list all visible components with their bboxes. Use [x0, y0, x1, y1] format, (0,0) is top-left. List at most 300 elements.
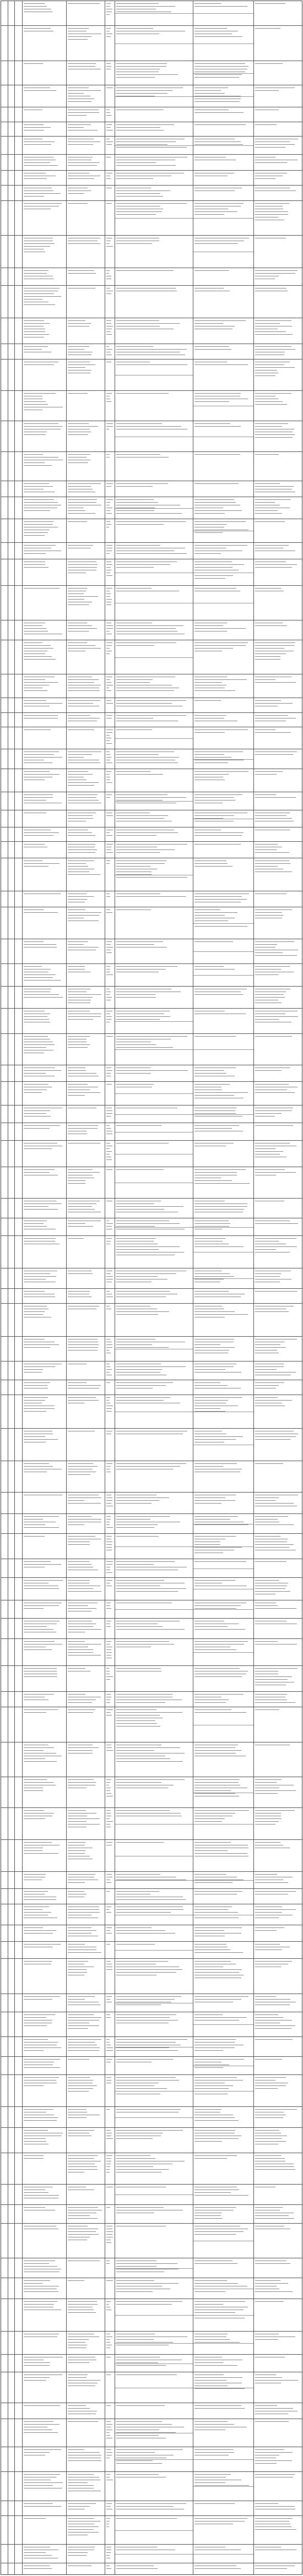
table-cell — [14, 620, 22, 640]
text-line-placeholder — [116, 1385, 166, 1386]
table-cell — [193, 1994, 253, 2012]
text-line-placeholder — [106, 1372, 110, 1373]
text-line-placeholder — [24, 1899, 56, 1900]
text-line-placeholder — [116, 2039, 187, 2040]
table-cell — [22, 1141, 66, 1167]
table-cell — [8, 2153, 14, 2184]
table-cell — [22, 2057, 66, 2074]
text-line-placeholder — [106, 1912, 111, 1913]
text-line-placeholder — [106, 852, 113, 853]
table-cell — [253, 481, 302, 497]
text-line-placeholder — [194, 36, 242, 37]
text-line-placeholder — [68, 774, 93, 775]
text-line-placeholder — [194, 1223, 230, 1224]
text-line-placeholder — [194, 1385, 228, 1386]
table-cell — [193, 1380, 253, 1395]
text-line-placeholder — [24, 2050, 44, 2051]
text-line-placeholder — [116, 2263, 177, 2264]
table-cell — [105, 640, 115, 674]
text-line-placeholder — [255, 966, 290, 967]
text-line-placeholder — [24, 1439, 58, 1440]
text-line-placeholder — [255, 1536, 280, 1537]
text-line-placeholder — [24, 2039, 48, 2040]
text-line-placeholder — [194, 575, 233, 576]
text-line-placeholder — [68, 2532, 99, 2533]
table-cell — [66, 2278, 105, 2299]
text-line-placeholder — [255, 2380, 298, 2381]
table-cell — [66, 318, 105, 344]
text-line-placeholder — [24, 1564, 61, 1565]
text-line-placeholder — [194, 588, 236, 589]
table-cell — [14, 1619, 22, 1638]
text-line-placeholder — [24, 1527, 59, 1528]
table-cell — [253, 1199, 302, 1218]
text-line-placeholder — [116, 2405, 165, 2406]
table-row — [1, 61, 302, 85]
text-line-placeholder — [68, 1524, 84, 1525]
text-line-placeholder — [68, 2047, 100, 2048]
text-line-placeholder — [116, 1347, 169, 1348]
table-cell — [22, 727, 66, 749]
text-line-placeholder — [194, 545, 247, 546]
table-cell — [1, 964, 8, 986]
table-row — [1, 2057, 302, 2075]
table-cell — [193, 1304, 253, 1336]
text-line-placeholder — [116, 2130, 183, 2131]
text-line-placeholder — [24, 1790, 43, 1791]
text-line-placeholder — [194, 2067, 223, 2068]
text-line-placeholder — [194, 124, 246, 125]
table-row — [1, 452, 302, 481]
text-line-placeholder — [68, 28, 89, 29]
text-line-placeholder — [194, 2485, 249, 2486]
table-cell — [115, 2372, 193, 2403]
table-cell — [1, 1361, 8, 1380]
text-line-placeholder — [255, 2014, 278, 2015]
table-cell — [253, 827, 302, 841]
table-cell — [105, 1105, 115, 1123]
text-line-placeholder — [255, 454, 279, 455]
text-line-placeholder — [68, 1385, 101, 1386]
table-cell — [66, 586, 105, 620]
table-cell — [193, 360, 253, 390]
text-line-placeholder — [24, 1709, 58, 1710]
text-line-placeholder — [106, 2424, 112, 2425]
text-line-placeholder — [68, 1536, 95, 1537]
table-cell — [8, 1639, 14, 1665]
table-cell — [8, 827, 14, 841]
text-line-placeholder — [24, 553, 46, 554]
table-cell — [66, 1994, 105, 2012]
sub-row-divider — [193, 1652, 253, 1653]
table-cell — [14, 2153, 22, 2184]
text-line-placeholder — [194, 1519, 230, 1520]
table-cell — [1, 2545, 8, 2563]
text-line-placeholder — [194, 2120, 239, 2121]
text-line-placeholder — [24, 567, 48, 568]
text-line-placeholder — [106, 1572, 112, 1573]
text-line-placeholder — [255, 1818, 282, 1819]
table-cell — [66, 1578, 105, 1600]
table-cell — [115, 674, 193, 698]
table-cell — [193, 1429, 253, 1461]
table-cell — [8, 1289, 14, 1303]
table-cell — [115, 1361, 193, 1380]
table-cell — [193, 452, 253, 481]
table-cell — [105, 1141, 115, 1167]
text-line-placeholder — [68, 1463, 93, 1464]
text-line-placeholder — [24, 486, 53, 487]
text-line-placeholder — [116, 1125, 161, 1126]
text-line-placeholder — [194, 1944, 226, 1945]
text-line-placeholder — [68, 1036, 90, 1037]
table-cell — [193, 421, 253, 451]
text-line-placeholder — [116, 1969, 182, 1970]
text-line-placeholder — [194, 3, 221, 4]
text-line-placeholder — [116, 1070, 188, 1071]
table-cell — [66, 155, 105, 170]
text-line-placeholder — [24, 2291, 58, 2292]
table-row — [1, 987, 302, 1009]
table-cell — [66, 827, 105, 841]
table-row — [1, 1304, 302, 1337]
table-cell — [253, 620, 302, 640]
table-cell — [22, 171, 66, 185]
text-line-placeholder — [68, 1930, 96, 1931]
text-line-placeholder — [106, 2280, 113, 2281]
table-cell — [22, 2501, 66, 2515]
table-row — [1, 891, 302, 907]
text-line-placeholder — [194, 1536, 236, 1537]
table-cell — [1, 2128, 8, 2153]
text-line-placeholder — [116, 1564, 154, 1565]
text-line-placeholder — [255, 771, 283, 772]
table-cell — [14, 137, 22, 154]
table-cell — [193, 792, 253, 810]
text-line-placeholder — [255, 2088, 278, 2089]
text-line-placeholder — [68, 1223, 85, 1224]
table-row — [1, 2516, 302, 2545]
table-cell — [66, 1167, 105, 1198]
table-cell — [1, 1395, 8, 1428]
table-cell — [1, 559, 8, 585]
text-line-placeholder — [194, 1952, 243, 1953]
text-line-placeholder — [255, 912, 282, 913]
table-cell — [66, 1692, 105, 1707]
table-cell — [1, 1123, 8, 1140]
text-line-placeholder — [68, 2109, 86, 2110]
table-row — [1, 939, 302, 964]
table-cell — [115, 559, 193, 585]
text-line-placeholder — [24, 203, 62, 204]
text-line-placeholder — [255, 2301, 284, 2302]
table-cell — [8, 1600, 14, 1618]
text-line-placeholder — [68, 2339, 89, 2340]
text-line-placeholder — [106, 1779, 111, 1780]
text-line-placeholder — [194, 1747, 235, 1748]
text-line-placeholder — [24, 334, 49, 335]
text-line-placeholder — [68, 499, 97, 500]
text-line-placeholder — [255, 625, 287, 626]
text-line-placeholder — [68, 794, 98, 795]
text-line-placeholder — [106, 1747, 112, 1748]
table-cell — [1, 107, 8, 122]
text-line-placeholder — [68, 1652, 93, 1653]
text-line-placeholder — [68, 483, 101, 484]
table-cell — [253, 792, 302, 810]
table-row — [1, 2403, 302, 2419]
table-cell — [14, 1429, 22, 1461]
text-line-placeholder — [194, 2050, 223, 2051]
text-line-placeholder — [68, 596, 98, 597]
table-cell — [22, 1619, 66, 1638]
text-line-placeholder — [116, 346, 153, 347]
text-line-placeholder — [194, 2339, 230, 2340]
text-line-placeholder — [68, 66, 95, 67]
text-line-placeholder — [255, 1497, 279, 1498]
text-line-placeholder — [68, 1180, 85, 1181]
table-cell — [1, 749, 8, 769]
text-line-placeholder — [68, 2482, 88, 2483]
text-line-placeholder — [106, 66, 111, 67]
table-cell — [105, 1493, 115, 1513]
text-line-placeholder — [106, 2050, 113, 2051]
table-cell — [8, 2258, 14, 2278]
text-line-placeholder — [106, 2242, 111, 2243]
text-line-placeholder — [194, 2059, 244, 2060]
text-line-placeholder — [255, 510, 278, 511]
table-cell — [1, 713, 8, 727]
table-cell — [253, 2278, 302, 2299]
text-line-placeholder — [116, 1047, 173, 1048]
table-cell — [115, 1289, 193, 1303]
text-line-placeholder — [255, 1810, 295, 1811]
text-line-placeholder — [68, 1853, 85, 1854]
text-line-placeholder — [68, 2130, 94, 2131]
text-line-placeholder — [106, 1712, 111, 1713]
table-cell — [14, 201, 22, 235]
text-line-placeholder — [24, 2474, 60, 2475]
table-cell — [14, 586, 22, 620]
text-line-placeholder — [255, 2405, 277, 2406]
table-cell — [105, 964, 115, 986]
text-line-placeholder — [116, 2362, 158, 2363]
table-cell — [8, 1034, 14, 1065]
text-line-placeholder — [194, 393, 241, 394]
table-row — [1, 1429, 302, 1461]
text-line-placeholder — [106, 2207, 110, 2208]
text-line-placeholder — [194, 77, 239, 78]
text-line-placeholder — [106, 912, 112, 913]
text-line-placeholder — [106, 2506, 111, 2507]
text-line-placeholder — [106, 426, 113, 427]
text-line-placeholder — [68, 2460, 101, 2461]
table-row — [1, 2472, 302, 2501]
text-line-placeholder — [68, 270, 94, 271]
table-cell — [105, 344, 115, 359]
text-line-placeholder — [194, 757, 231, 758]
table-cell — [105, 2205, 115, 2223]
table-cell — [105, 2545, 115, 2563]
table-cell — [1, 1268, 8, 1288]
text-line-placeholder — [24, 2421, 53, 2422]
table-cell — [115, 2545, 193, 2563]
text-line-placeholder — [255, 1125, 293, 1126]
text-line-placeholder — [24, 532, 48, 533]
text-line-placeholder — [68, 1273, 93, 1274]
text-line-placeholder — [194, 2482, 225, 2483]
text-line-placeholder — [106, 1874, 112, 1875]
table-row — [1, 907, 302, 939]
text-line-placeholder — [68, 423, 89, 424]
text-line-placeholder — [106, 679, 110, 680]
text-line-placeholder — [194, 1608, 236, 1609]
table-cell — [193, 155, 253, 170]
table-cell — [193, 61, 253, 85]
sub-row-divider — [115, 2315, 193, 2316]
text-line-placeholder — [116, 502, 158, 503]
text-line-placeholder — [106, 1516, 111, 1517]
text-line-placeholder — [106, 521, 110, 522]
table-cell — [105, 137, 115, 154]
table-cell — [66, 674, 105, 698]
table-cell — [105, 1395, 115, 1428]
text-line-placeholder — [194, 732, 225, 733]
text-line-placeholder — [68, 628, 97, 629]
table-cell — [8, 620, 14, 640]
text-line-placeholder — [194, 401, 229, 402]
text-line-placeholder — [194, 426, 241, 427]
text-line-placeholder — [68, 193, 84, 194]
text-line-placeholder — [255, 486, 294, 487]
table-cell — [14, 452, 22, 481]
text-line-placeholder — [24, 304, 55, 305]
table-cell — [14, 559, 22, 585]
table-cell — [105, 1559, 115, 1577]
table-cell — [253, 1994, 302, 2012]
table-cell — [253, 2258, 302, 2278]
text-line-placeholder — [106, 270, 110, 271]
text-line-placeholder — [24, 1273, 50, 1274]
table-cell — [193, 186, 253, 200]
table-cell — [8, 2516, 14, 2544]
text-line-placeholder — [106, 1110, 112, 1111]
text-line-placeholder — [68, 2215, 90, 2216]
table-cell — [253, 2299, 302, 2331]
text-line-placeholder — [106, 1273, 111, 1274]
table-cell — [105, 1840, 115, 1871]
text-line-placeholder — [255, 2463, 277, 2464]
text-line-placeholder — [106, 393, 112, 394]
table-cell — [14, 268, 22, 285]
text-line-placeholder — [194, 1626, 228, 1627]
text-line-placeholder — [68, 2155, 98, 2156]
table-cell — [66, 286, 105, 318]
table-cell — [66, 481, 105, 497]
table-cell — [14, 1707, 22, 1742]
text-line-placeholder — [194, 112, 244, 113]
table-cell — [8, 939, 14, 963]
text-line-placeholder — [255, 1961, 292, 1962]
text-line-placeholder — [106, 2449, 111, 2450]
text-line-placeholder — [255, 393, 291, 394]
table-cell — [22, 318, 66, 344]
text-line-placeholder — [106, 1891, 110, 1892]
text-line-placeholder — [106, 423, 113, 424]
table-cell — [66, 842, 105, 858]
table-cell — [115, 2419, 193, 2447]
text-line-placeholder — [255, 703, 293, 704]
table-cell — [1, 1889, 8, 1904]
text-line-placeholder — [116, 214, 156, 215]
text-line-placeholder — [194, 1314, 248, 1315]
table-cell — [1, 1559, 8, 1577]
table-cell — [1, 1034, 8, 1065]
table-cell — [105, 1199, 115, 1218]
text-line-placeholder — [24, 1463, 49, 1464]
table-cell — [66, 1429, 105, 1461]
text-line-placeholder — [255, 1927, 284, 1928]
table-cell — [193, 107, 253, 122]
text-line-placeholder — [24, 1930, 56, 1931]
table-cell — [1, 827, 8, 841]
table-row — [1, 391, 302, 421]
text-line-placeholder — [24, 1874, 46, 1875]
table-cell — [105, 1872, 115, 1888]
text-line-placeholder — [116, 1536, 159, 1537]
table-cell — [66, 2563, 105, 2574]
sub-row-divider — [115, 2194, 193, 2195]
text-line-placeholder — [68, 599, 84, 600]
text-line-placeholder — [24, 1073, 46, 1074]
text-line-placeholder — [116, 2077, 176, 2078]
text-line-placeholder — [106, 510, 110, 511]
table-row — [1, 1395, 302, 1429]
table-cell — [115, 360, 193, 390]
text-line-placeholder — [24, 1761, 57, 1762]
table-cell — [115, 810, 193, 827]
text-line-placeholder — [255, 2474, 295, 2475]
text-line-placeholder — [255, 754, 293, 755]
text-line-placeholder — [116, 1842, 164, 1843]
table-cell — [105, 318, 115, 344]
text-line-placeholder — [116, 193, 160, 194]
text-line-placeholder — [68, 690, 100, 691]
text-line-placeholder — [255, 426, 282, 427]
text-line-placeholder — [116, 1249, 159, 1250]
table-cell — [14, 1337, 22, 1361]
table-cell — [22, 360, 66, 390]
table-cell — [22, 1, 66, 25]
table-cell — [115, 1123, 193, 1140]
text-line-placeholder — [68, 2405, 86, 2406]
table-cell — [115, 727, 193, 749]
text-line-placeholder — [106, 1019, 111, 1020]
table-cell — [8, 987, 14, 1008]
text-line-placeholder — [68, 815, 93, 816]
text-line-placeholder — [194, 499, 234, 500]
table-cell — [193, 827, 253, 841]
text-line-placeholder — [194, 1850, 228, 1851]
table-cell — [22, 421, 66, 451]
table-cell — [253, 2355, 302, 2372]
text-line-placeholder — [255, 866, 278, 867]
table-cell — [115, 1, 193, 25]
table-cell — [8, 1959, 14, 1994]
text-line-placeholder — [68, 896, 94, 897]
table-cell — [1, 2419, 8, 2447]
table-cell — [193, 481, 253, 497]
